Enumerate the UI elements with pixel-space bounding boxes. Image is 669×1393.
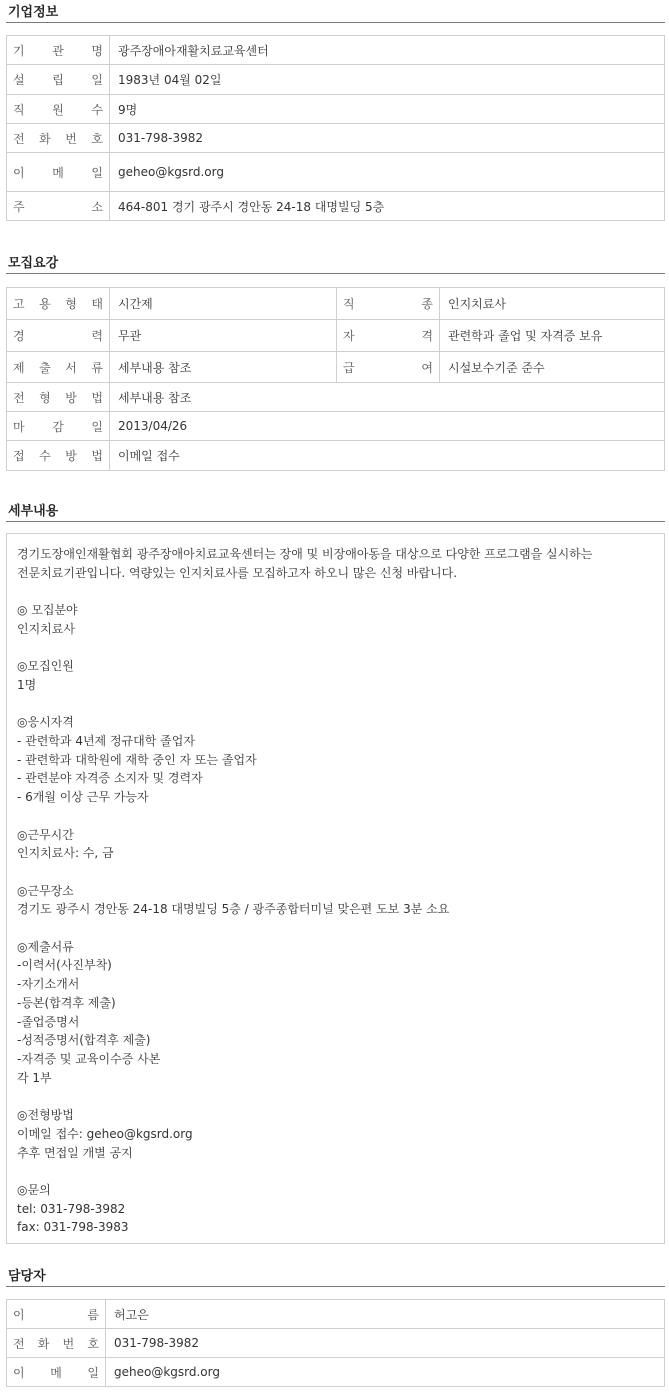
company-founded-value: 1983년 04월 02일 — [110, 65, 665, 95]
recruit-row-4 — [7, 383, 665, 412]
details-text: 경기도장애인재활협회 광주장애아치료교육센터는 장애 및 비장애아동을 대상으로 다양한 프로그램을 실시하는 전문치료기관입니다. 역량있는 인지치료사를 모집하고자 하오니 많은 신청 바랍니다. ◎ 모집분야 인지치료사 ◎모집인원 1명 ◎응시자격 - 관련학과 4년제 정규대학 졸업자 - 관련학과 대학원에 재학 중인 자 또는 졸업자 - 관련분야 자격증 소지자 및 경력자 - 6개월 이상 근무 가능자 ◎근무시간 인지치료사: 수, 금 ◎근무장소 경기도 광주시 경안동 24-18 대명빌딩 5층 / 광주종합터미널 맞은편 도보 3분 소요 ◎제출서류 -이력서(사진부착) -자기소개서 -등본(합격후 제출) -졸업증명서 -성적증명서(합격후 제출) -자격증 및 교육이수증 사본 각 1부 ◎전형방법 이메일 접수: geheo@kgsrd.org 추후 면접일 개별 공지 ◎문의 tel: 031-798-3982 fax: 031-798-3983 — [17, 547, 593, 1235]
salary-label: 급 여 — [337, 352, 440, 383]
contact-phone-value: 031-798-3982 — [106, 1329, 665, 1358]
contact-row-email — [7, 1358, 665, 1387]
recruit-row-3 — [7, 352, 665, 383]
employment-type-value: 시간제 — [110, 288, 337, 320]
contact-row-name — [7, 1300, 665, 1329]
career-value: 무관 — [110, 320, 337, 352]
qualification-label: 자 격 — [337, 320, 440, 352]
company-row-phone — [7, 124, 665, 153]
company-employees-label: 직 원 수 — [7, 95, 110, 124]
recruit-section-title: 모집요강 — [8, 256, 59, 271]
salary-value: 시설보수기준 준수 — [440, 352, 665, 383]
qualification-value: 관련학과 졸업 및 자격증 보유 — [440, 320, 665, 352]
company-title-divider — [6, 22, 665, 23]
recruit-info-table — [6, 287, 665, 471]
contact-email-value: geheo@kgsrd.org — [106, 1358, 665, 1387]
contact-section-title: 담당자 — [8, 1269, 46, 1284]
contact-info-table — [6, 1299, 665, 1387]
career-label: 경 력 — [7, 320, 110, 352]
contact-name-label: 이 름 — [7, 1300, 106, 1329]
company-row-email — [7, 153, 665, 192]
company-row-name — [7, 36, 665, 65]
company-founded-label: 설 립 일 — [7, 65, 110, 95]
recruit-title-divider — [6, 273, 665, 274]
details-section-title: 세부내용 — [8, 504, 59, 519]
documents-value: 세부내용 참조 — [110, 352, 337, 383]
company-address-value: 464-801 경기 광주시 경안동 24-18 대명빌딩 5층 — [110, 192, 665, 221]
company-name-label: 기 관 명 — [7, 36, 110, 65]
company-section-title: 기업정보 — [8, 5, 59, 20]
company-email-value: geheo@kgsrd.org — [110, 153, 665, 192]
company-phone-label: 전 화 번 호 — [7, 124, 110, 153]
company-address-label: 주 소 — [7, 192, 110, 221]
contact-phone-label: 전 화 번 호 — [7, 1329, 106, 1358]
contact-row-phone — [7, 1329, 665, 1358]
company-info-table — [6, 35, 665, 221]
details-title-divider — [6, 521, 665, 522]
apply-method-value: 이메일 접수 — [110, 441, 665, 471]
employment-type-label: 고 용 형 태 — [7, 288, 110, 320]
contact-email-label: 이 메 일 — [7, 1358, 106, 1387]
deadline-value: 2013/04/26 — [110, 412, 665, 441]
selection-value: 세부내용 참조 — [110, 383, 665, 412]
contact-title-divider — [6, 1286, 665, 1287]
recruit-row-2 — [7, 320, 665, 352]
job-label: 직 종 — [337, 288, 440, 320]
details-box — [6, 533, 665, 1244]
documents-label: 제 출 서 류 — [7, 352, 110, 383]
recruit-row-6 — [7, 441, 665, 471]
company-employees-value: 9명 — [110, 95, 665, 124]
company-row-founded — [7, 65, 665, 95]
company-row-address — [7, 192, 665, 221]
company-phone-value: 031-798-3982 — [110, 124, 665, 153]
company-name-value: 광주장애아재활치료교육센터 — [110, 36, 665, 65]
contact-name-value: 허고은 — [106, 1300, 665, 1329]
selection-label: 전 형 방 법 — [7, 383, 110, 412]
company-email-label: 이 메 일 — [7, 153, 110, 192]
recruit-row-1 — [7, 288, 665, 320]
deadline-label: 마 감 일 — [7, 412, 110, 441]
job-value: 인지치료사 — [440, 288, 665, 320]
company-row-employees — [7, 95, 665, 124]
recruit-row-5 — [7, 412, 665, 441]
apply-method-label: 접 수 방 법 — [7, 441, 110, 471]
